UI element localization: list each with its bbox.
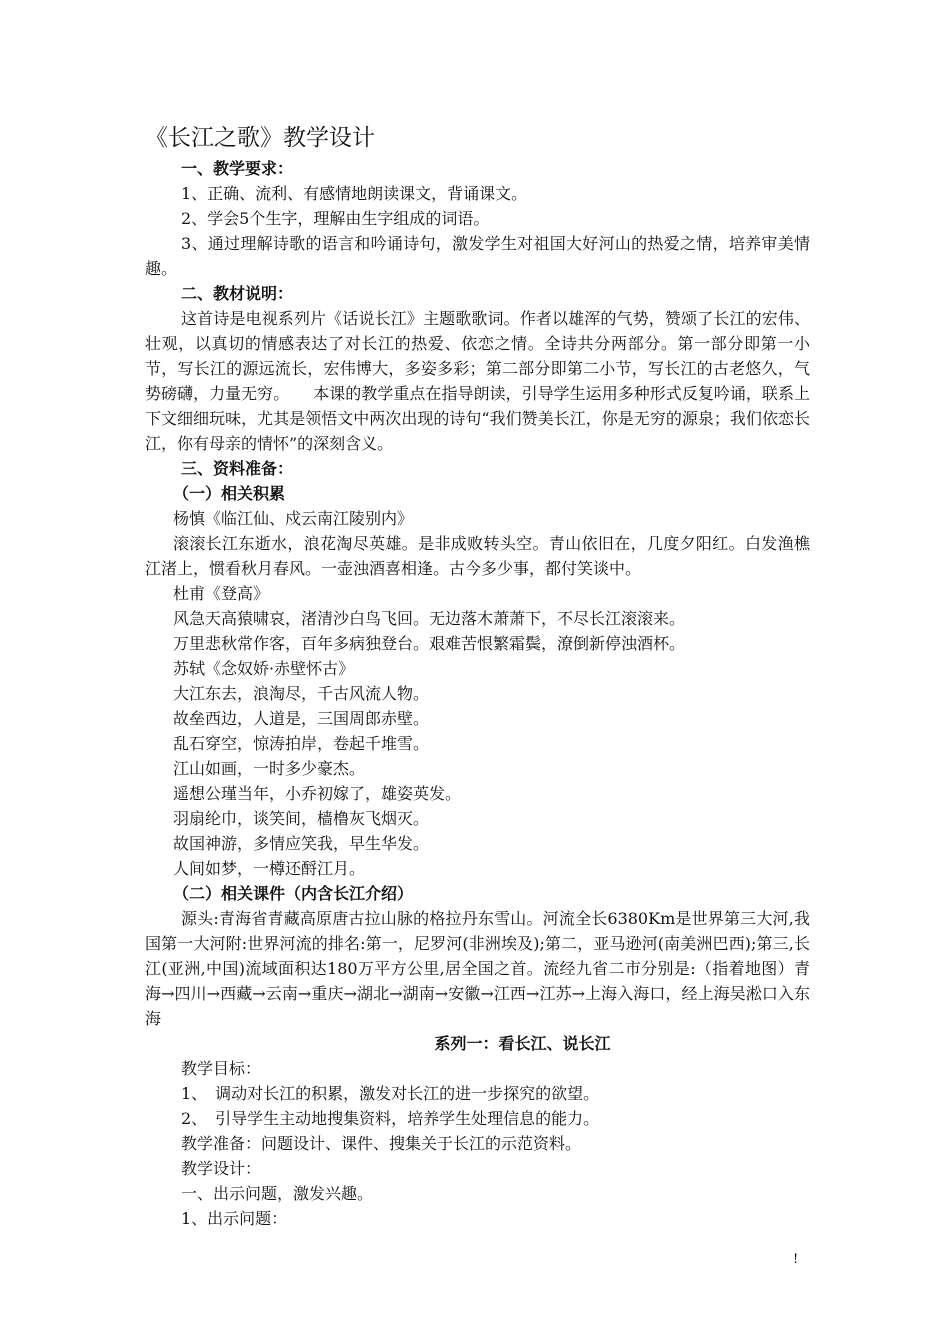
section-heading-material: 二、教材说明：	[181, 284, 294, 303]
poem-title: 杨慎《临江仙、戍云南江陵别内》	[173, 509, 414, 528]
poem-line: 遥想公瑾当年，小乔初嫁了，雄姿英发。	[173, 784, 462, 803]
design-substep: 1、出示问题：	[181, 1209, 288, 1228]
requirement-item: 3、通过理解诗歌的语言和吟诵诗句，激发学生对祖国大好河山的热爱之情，培养审美情趣。	[145, 234, 810, 278]
goal-label: 教学目标：	[181, 1059, 262, 1078]
goal-item: 2、 引导学生主动地搜集资料，培养学生处理信息的能力。	[181, 1109, 600, 1128]
poem-line: 乱石穿空，惊涛拍岸，卷起千堆雪。	[173, 734, 430, 753]
poem-text: 滚滚长江东逝水，浪花淘尽英雄。是非成败转头空。青山依旧在，几度夕阳红。白发渔樵江渚上，惯看秋月春风。一壶浊酒喜相逢。古今多少事，都付笑谈中。	[145, 534, 810, 578]
poem-line: 江山如画，一时多少豪杰。	[173, 759, 366, 778]
poem-line: 人间如梦，一樽还酹江月。	[173, 859, 366, 878]
series-heading: 系列一：看长江、说长江	[434, 1034, 611, 1053]
subsection-heading-courseware: （二）相关课件（内含长江介绍）	[173, 884, 414, 903]
goal-item: 1、 调动对长江的积累，激发对长江的进一步探究的欲望。	[181, 1084, 600, 1103]
document-title: 《长江之歌》教学设计	[145, 125, 375, 151]
section-heading-requirements: 一、教学要求：	[181, 159, 294, 178]
section-heading-preparation: 三、资料准备：	[181, 459, 294, 478]
requirement-item: 1、正确、流利、有感情地朗读课文，背诵课文。	[181, 184, 528, 203]
material-paragraph: 这首诗是电视系列片《话说长江》主题歌歌词。作者以雄浑的气势，赞颂了长江的宏伟、壮观，以真切的情感表达了对长江的热爱、依恋之情。全诗共分两部分。第一部分即第一小节，写长江的源远流长，宏伟博大，多姿多彩；第二部分即第二小节，写长江的古老悠久，气势磅礴，力量无穷。 本课的教学重点在指导朗读，引导学生运用多种形式反复吟诵，联系上下文细细玩味，尤其是领悟文中两次出现的诗句“我们赞美长江，你是无穷的源泉；我们依恋长江，你有母亲的情怀”的深刻含义。	[145, 309, 810, 453]
preparation-line: 教学准备：问题设计、课件、搜集关于长江的示范资料。	[181, 1134, 582, 1153]
poem-line: 大江东去，浪淘尽，千古风流人物。	[173, 684, 430, 703]
design-label: 教学设计：	[181, 1159, 262, 1178]
poem-line: 故垒西边，人道是，三国周郎赤壁。	[173, 709, 430, 728]
subsection-heading-accumulation: （一）相关积累	[173, 484, 286, 503]
yangtze-intro-paragraph: 源头:青海省青藏高原唐古拉山脉的格拉丹东雪山。河流全长6380Km是世界第三大河,我国第一大河附:世界河流的排名:第一，尼罗河(非洲埃及);第二，亚马逊河(南美洲巴西);第三,长江(亚洲,中国)流域面积达180万平方公里,居全国之首。流经九省二市分别是:（指着地图）青海→四川→西藏→云南→重庆→湖北→湖南→安徽→江西→江苏→上海入海口，经上海吴淞口入东海	[145, 909, 810, 1028]
poem-line: 羽扇纶巾，谈笑间，樯橹灰飞烟灭。	[173, 809, 430, 828]
poem-line: 故国神游，多情应笑我，早生华发。	[173, 834, 430, 853]
poem-line: 风急天高猿啸哀，渚清沙白鸟飞回。无边落木萧萧下，不尽长江滚滚来。	[173, 609, 686, 628]
poem-title: 杜甫《登高》	[173, 584, 270, 603]
design-step: 一、出示问题，激发兴趣。	[181, 1184, 374, 1203]
page-number: !	[793, 1252, 799, 1267]
poem-line: 万里悲秋常作客，百年多病独登台。艰难苦恨繁霜鬓，潦倒新停浊酒杯。	[173, 634, 686, 653]
requirement-item: 2、学会5个生字，理解由生字组成的词语。	[181, 209, 490, 228]
poem-title: 苏轼《念奴娇·赤壁怀古》	[173, 659, 355, 678]
document-body	[145, 120, 810, 1231]
